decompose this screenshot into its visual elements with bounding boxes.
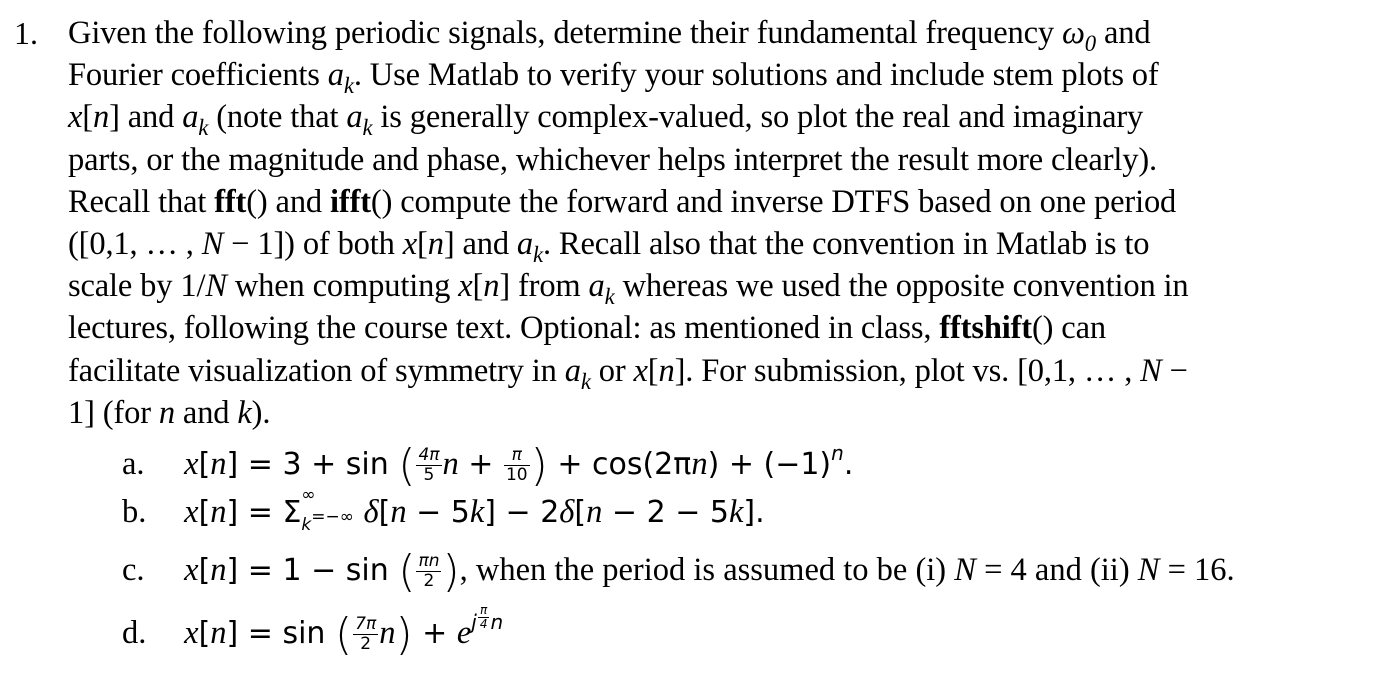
question-number: 1. — [14, 15, 38, 51]
part-a-label: a. — [122, 446, 145, 482]
intro-line-5: Recall that fft() and ifft() compute the forward and inverse DTFS based on one period — [68, 183, 1177, 220]
intro-line-6: ([0,1, … , N − 1]) of both x[n] and $a_k$. Recall also that the convention in Matlab is to — [68, 225, 1150, 267]
part-a — [122, 440, 853, 491]
part-a-equation: x[n] = 3 + sin ( $\frac{4\pi}{5}$ n + $\frac{\pi}{10}$ ) + $\cos(2\pi n) + (-1)^n$. — [184, 440, 854, 491]
part-d-equation: x[n] = sin ( $\frac{7\pi}{2}$ $n) + e^{j \frac{\pi}{4} n}$ — [184, 603, 504, 661]
intro-line-7: scale by 1/N when computing x[n] from $a_k$ whereas we used the opposite convention in — [68, 268, 1189, 310]
intro-line-3: x[n] and $a_k$ (note that $a_k$ is generally complex-valued, so plot the real and imaginary — [68, 99, 1144, 141]
part-c — [122, 546, 1235, 597]
intro-line-10: 1] (for n and k). — [68, 394, 271, 431]
intro-line-2: Fourier coefficients $a_k$. Use Matlab to verify your solutions and include stem plots of — [68, 57, 1159, 99]
part-b — [122, 485, 765, 535]
part-c-text: , when the period is assumed to be (i) N = 4 and (ii) N = 16. — [459, 552, 1235, 588]
part-c-label: c. — [122, 552, 145, 588]
intro-line-8: lectures, following the course text. Optional: as mentioned in class, fftshift() can — [68, 310, 1106, 347]
part-d — [122, 604, 503, 660]
intro-line-4: parts, or the magnitude and phase, whichever helps interpret the result more clearly). — [68, 141, 1157, 178]
part-b-label: b. — [122, 494, 147, 530]
intro-line-1: Given the following periodic signals, determine their fundamental frequency $\omega_0$ and — [68, 15, 1151, 56]
part-d-label: d. — [122, 615, 147, 652]
part-b-equation: x[n] = Σ ∞ k=−∞ δ[n − 5k] − 2δ[n − 2 − 5k]. — [184, 485, 765, 535]
intro-line-9: facilitate visualization of symmetry in $a_k$ or x[n]. For submission, plot vs. [0,1, … , N − — [68, 352, 1188, 394]
question-intro — [68, 12, 1388, 434]
part-c-equation: x[n] = 1 − sin ( $\frac{\pi n}{2}$ ) — [184, 546, 460, 597]
